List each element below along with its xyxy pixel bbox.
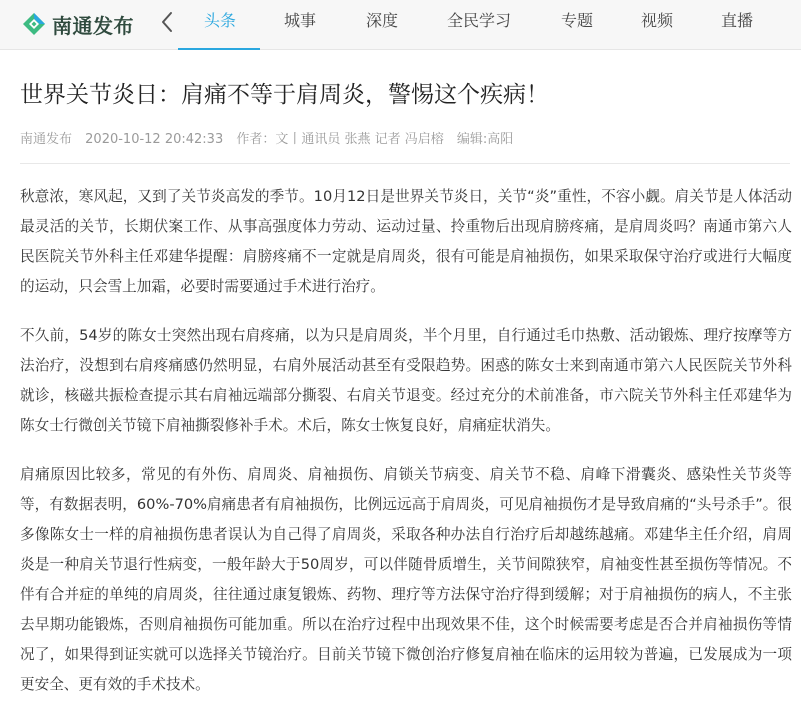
article-paragraph: 秋意浓，寒风起，又到了关节炎高发的季节。10月12日是世界关节炎日，关节“炎”重性，不容小觑。肩关节是人体活动最灵活的关节，长期伏案工作、从事高强度体力劳动、运动过量、拎重物后出现肩膀疼痛，是肩周炎吗？南通市第六人民医院关节外科主任邓建华提醒：肩膀疼痛不一定就是肩周炎，很有可能是肩袖损伤，如果采取保守治疗或进行大幅度的运动，只会雪上加霜，必要时需要通过手术进行治疗。	[20, 188, 792, 295]
active-tab-indicator	[178, 48, 260, 50]
tab-chengshi[interactable]: 城事	[283, 11, 316, 30]
article-meta	[20, 130, 790, 150]
meta-author: 作者：文丨通讯员 张燕 记者 冯启榕	[236, 132, 444, 147]
meta-editor: 编辑:高阳	[456, 132, 514, 147]
top-nav-bar	[0, 0, 801, 50]
meta-source: 南通发布	[20, 132, 73, 147]
tab-shipin[interactable]: 视频	[640, 11, 673, 30]
brand-logo[interactable]	[22, 9, 134, 39]
article-title: 世界关节炎日：肩痛不等于肩周炎，警惕这个疾病！	[20, 82, 549, 108]
tab-zhibo[interactable]: 直播	[720, 11, 753, 30]
meta-divider	[20, 163, 790, 164]
brand-name: 南通发布	[52, 13, 134, 38]
logo-icon	[22, 12, 46, 36]
article-paragraph: 不久前，54岁的陈女士突然出现右肩疼痛，以为只是肩周炎，半个月里，自行通过毛巾热敷、活动锻炼、理疗按摩等方法治疗，没想到右肩疼痛感仍然明显，右肩外展活动甚至有受限趋势。困惑的陈女士来到南通市第六人民医院关节外科就诊，核磁共振检查提示其右肩袖远端部分撕裂、右肩关节退变。经过充分的术前准备，市六院关节外科主任邓建华为陈女士行微创关节镜下肩袖撕裂修补手术。术后，陈女士恢复良好，肩痛症状消失。	[20, 327, 792, 434]
meta-datetime: 2020-10-12 20:42:33	[85, 132, 224, 147]
article-body	[20, 182, 792, 719]
tab-toutiao[interactable]: 头条	[203, 0, 237, 50]
tab-quanmin-xuexi[interactable]: 全民学习	[446, 11, 511, 30]
tab-zhuanti[interactable]: 专题	[560, 11, 593, 30]
chevron-left-icon	[156, 9, 178, 35]
back-button[interactable]	[156, 9, 178, 35]
article-paragraph: 肩痛原因比较多，常见的有外伤、肩周炎、肩袖损伤、肩锁关节病变、肩关节不稳、肩峰下滑囊炎、感染性关节炎等等，有数据表明，60%-70%肩痛患者有肩袖损伤，比例远远高于肩周炎，可见肩袖损伤才是导致肩痛的“头号杀手”。很多像陈女士一样的肩袖损伤患者误认为自己得了肩周炎，采取各种办法自行治疗后却越练越痛。邓建华主任介绍，肩周炎是一种肩关节退行性病变，一般年龄大于50周岁，可以伴随骨质增生，关节间隙狭窄，肩袖变性甚至损伤等情况。不伴有合并症的单纯的肩周炎，往往通过康复锻炼、药物、理疗等方法保守治疗得到缓解；对于肩袖损伤的病人，不主张去早期功能锻炼，否则肩袖损伤可能加重。所以在治疗过程中出现效果不佳，这个时候需要考虑是否合并肩袖损伤等情况了，如果得到证实就可以选择关节镜治疗。目前关节镜下微创治疗修复肩袖在临床的运用较为普遍，已发展成为一项更安全、更有效的手术技术。	[20, 466, 792, 693]
tab-shendu[interactable]: 深度	[365, 11, 398, 30]
